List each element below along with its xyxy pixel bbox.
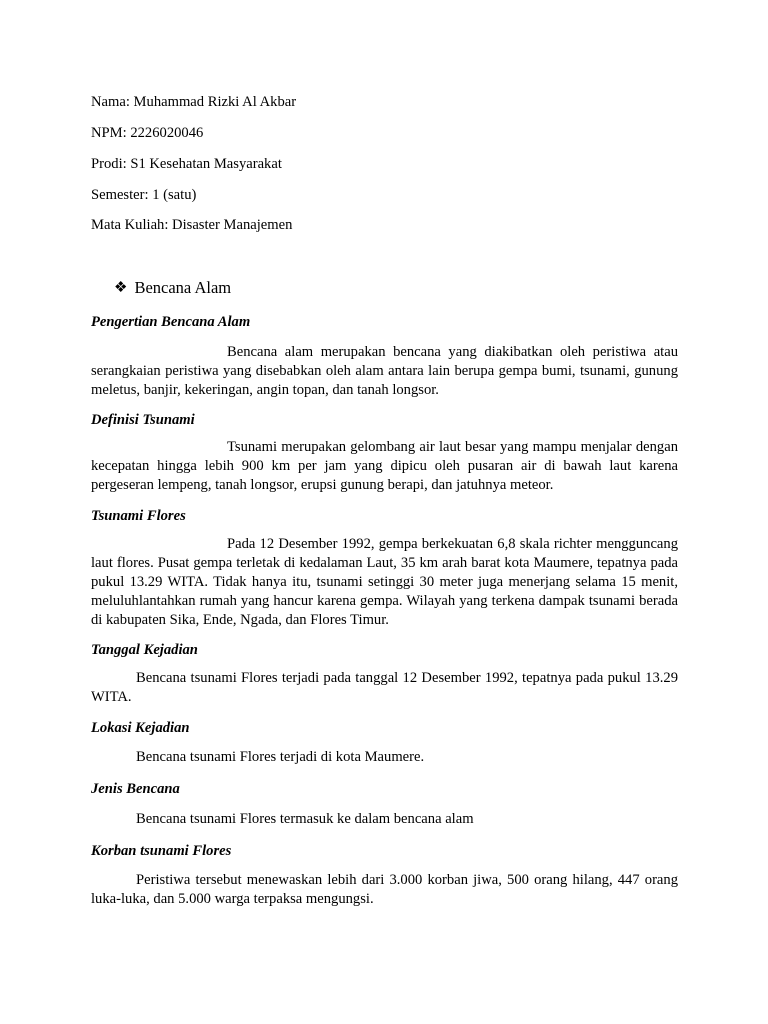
paragraph-korban: Peristiwa tersebut menewaskan lebih dari 3.000 korban jiwa, 500 orang hilang, 447 orang luka-luka, dan 5.000 warga terpaksa mengungsi. bbox=[91, 872, 678, 907]
subsection-heading-tsunami-flores: Tsunami Flores bbox=[91, 508, 186, 524]
paragraph-lokasi: Bencana tsunami Flores terjadi di kota Maumere. bbox=[136, 749, 425, 765]
student-prodi: Prodi: S1 Kesehatan Masyarakat bbox=[91, 156, 282, 172]
student-semester: Semester: 1 (satu) bbox=[91, 187, 197, 203]
subsection-heading-korban: Korban tsunami Flores bbox=[91, 843, 232, 859]
subsection-heading-jenis: Jenis Bencana bbox=[91, 781, 180, 797]
paragraph-pengertian: Bencana alam merupakan bencana yang diakibatkan oleh peristiwa atau serangkaian peristiwa yang disebabkan oleh alam antara lain berupa gempa bumi, tsunami, gunung meletus, banjir, kekeringan, angin topan, dan tanah longsor. bbox=[91, 344, 678, 398]
student-npm: NPM: 2226020046 bbox=[91, 125, 204, 141]
subsection-heading-lokasi: Lokasi Kejadian bbox=[91, 720, 190, 736]
paragraph-tanggal: Bencana tsunami Flores terjadi pada tanggal 12 Desember 1992, tepatnya pada pukul 13.29 WITA. bbox=[91, 670, 678, 705]
paragraph-tsunami-flores: Pada 12 Desember 1992, gempa berkekuatan 6,8 skala richter mengguncang laut flores. Pusat gempa terletak di kedalaman Laut, 35 km arah barat kota Maumere, tepatnya pada pukul 13.29 WITA. Tidak hanya itu, tsunami setinggi 30 meter juga menerjang selama 15 menit, meluluhlantahkan rumah yang hancur karena gempa. Wilayah yang terkena dampak tsunami berada di kabupaten Sika, Ende, Ngada, dan Flores Timur. bbox=[91, 536, 678, 628]
subsection-heading-tanggal: Tanggal Kejadian bbox=[91, 642, 198, 658]
subsection-heading-pengertian: Pengertian Bencana Alam bbox=[91, 314, 251, 330]
student-name: Nama: Muhammad Rizki Al Akbar bbox=[91, 94, 297, 110]
course-name: Mata Kuliah: Disaster Manajemen bbox=[91, 217, 293, 233]
section-title-text: Bencana Alam bbox=[134, 278, 232, 297]
section-title bbox=[114, 278, 231, 299]
paragraph-jenis: Bencana tsunami Flores termasuk ke dalam bencana alam bbox=[136, 811, 474, 827]
paragraph-definisi: Tsunami merupakan gelombang air laut besar yang mampu menjalar dengan kecepatan hingga lebih 900 km per jam yang dipicu oleh pusaran air di bawah laut karena pergeseran lempeng, tanah longsor, erupsi gunung berapi, dan jatuhnya meteor. bbox=[91, 439, 678, 493]
diamond-bullet-icon: ❖ bbox=[114, 280, 128, 296]
subsection-heading-definisi: Definisi Tsunami bbox=[91, 412, 195, 428]
